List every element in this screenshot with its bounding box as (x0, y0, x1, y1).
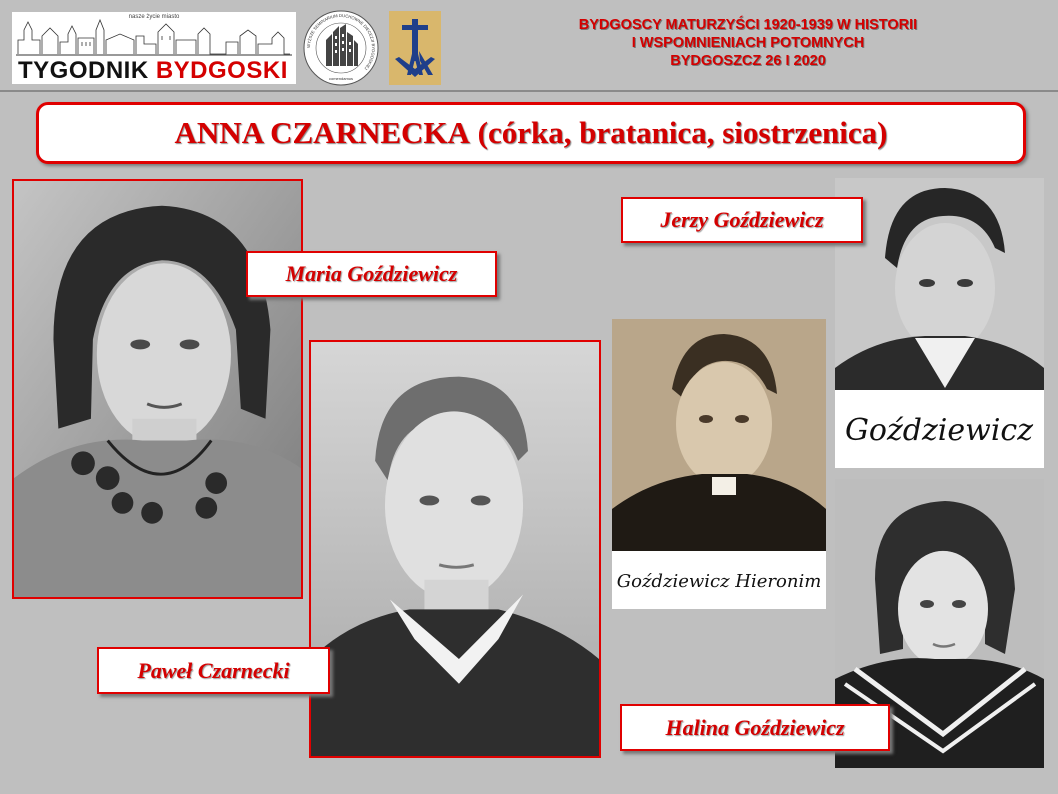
event-title-line-2: I WSPOMNIENIACH POTOMNYCH (631, 35, 865, 51)
portrait-man-image (835, 178, 1044, 468)
title-relation: (córka, bratanica, siostrzenica) (469, 115, 888, 150)
signature-hieronim: Goździewicz Hieronim (616, 571, 822, 592)
photo-jerzy-gozdziewicz (835, 178, 1044, 468)
signature-jerzy: Goździewicz (844, 413, 1034, 448)
portrait-priest-image (612, 319, 826, 609)
seminarium-motto: comendamus (328, 76, 354, 81)
anchor-ak-icon (389, 11, 441, 85)
armia-krajowa-logo (389, 11, 441, 85)
event-title-line-1: BYDGOSCY MATURZYŚCI 1920-1939 W HISTORII (578, 17, 918, 33)
event-title (460, 16, 1036, 70)
label-halina-gozdziewicz: Halina Goździewicz (620, 704, 890, 751)
photo-hieronim-gozdziewicz (612, 319, 826, 609)
label-jerzy-gozdziewicz: Jerzy Goździewicz (621, 197, 863, 243)
title-name: ANNA CZARNECKA (174, 115, 470, 150)
portrait-woman-image (14, 181, 301, 597)
page-title (36, 102, 1026, 164)
logo-tagline: nasze życie miasto (128, 14, 180, 20)
tygodnik-bydgoski-logo (12, 12, 296, 84)
seminary-building-icon (302, 10, 380, 86)
logo-word-tygodnik: TYGODNIK (18, 57, 149, 84)
portrait-young-man-image (311, 342, 599, 756)
header-divider (0, 90, 1058, 92)
label-maria-gozdziewicz: Maria Goździewicz (246, 251, 497, 297)
photo-pawel-czarnecki (309, 340, 601, 758)
event-title-line-3: BYDGOSZCZ 26 I 2020 (670, 53, 826, 69)
seminarium-logo (302, 10, 380, 86)
city-skyline-icon (16, 16, 292, 56)
seminarium-ring-text: WYŻSZE SEMINARIUM DUCHOWNE DIECEZJI BYDGOSKIEJ (305, 12, 377, 72)
label-pawel-czarnecki: Paweł Czarnecki (97, 647, 330, 694)
photo-maria-gozdziewicz (12, 179, 303, 599)
logo-wordmark (18, 57, 288, 84)
logo-word-bydgoski: BYDGOSKI (155, 57, 288, 84)
